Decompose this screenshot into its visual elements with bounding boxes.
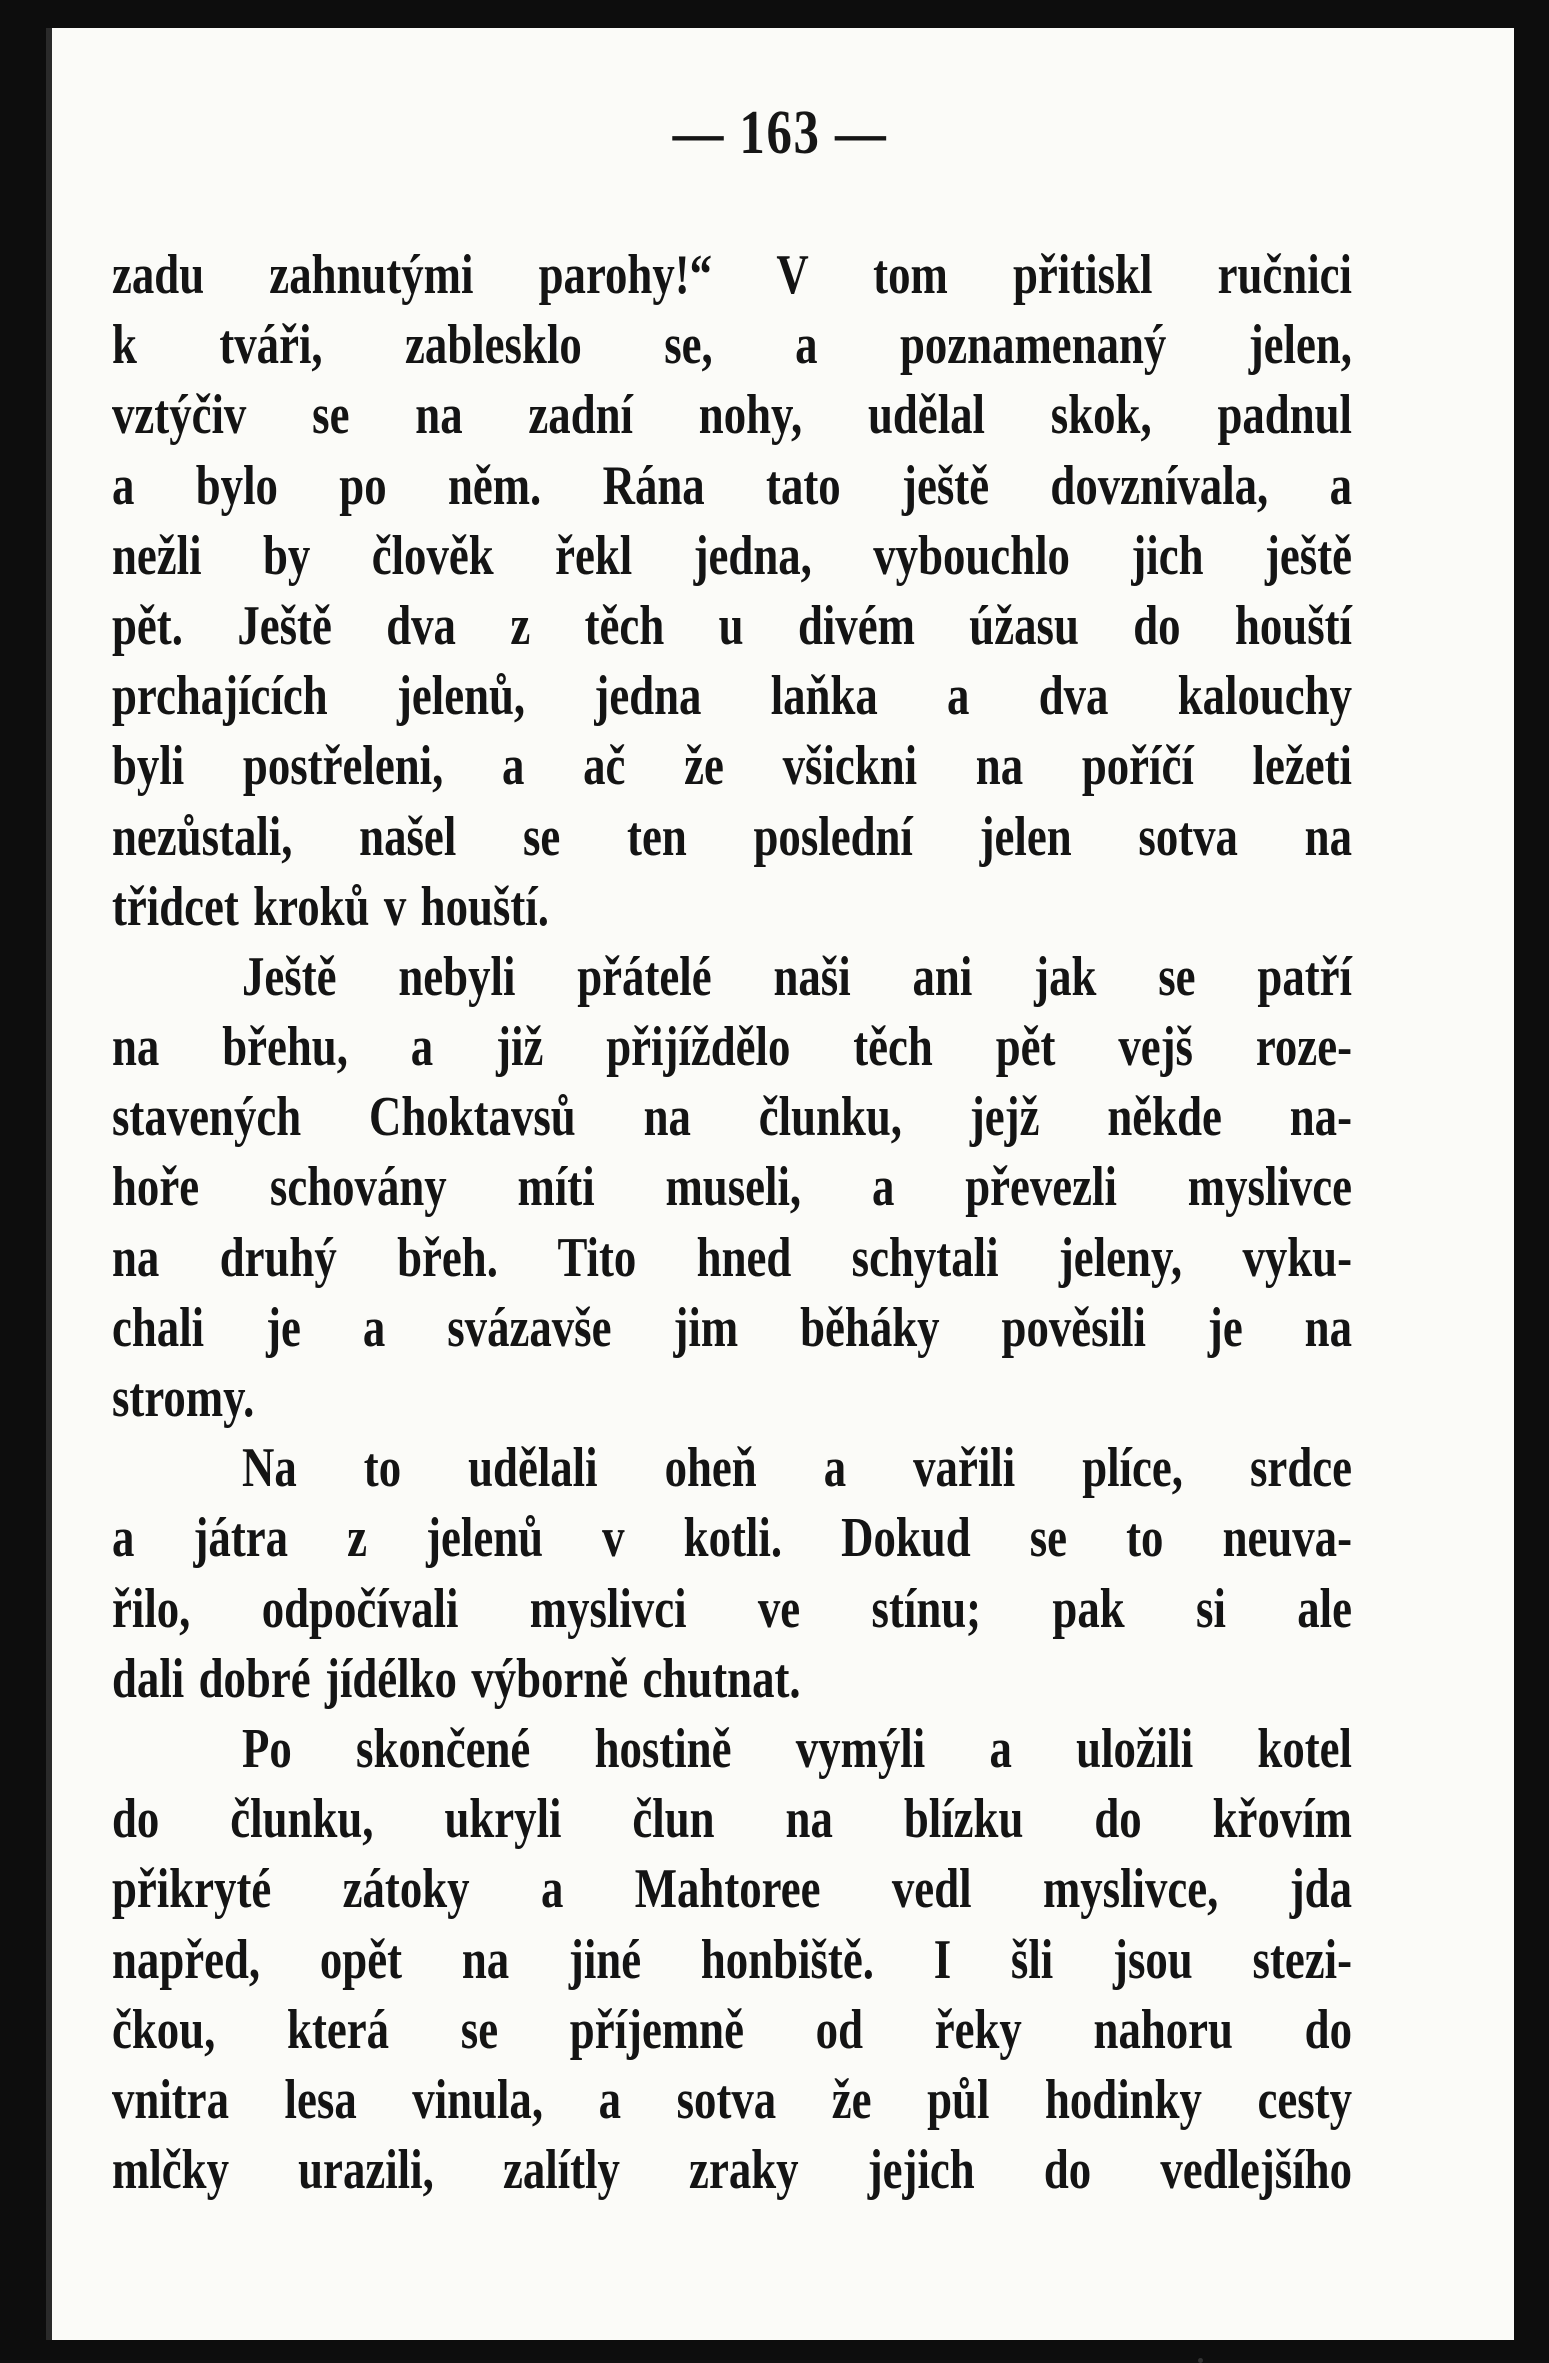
text-line: k tváři, zablesklo se, a poznamenaný jelen,	[112, 314, 1352, 377]
text-line: řilo, odpočívali myslivci ve stínu; pak si ale	[112, 1577, 1352, 1640]
text-line: a játra z jelenů v kotli. Dokud se to neuva-	[112, 1507, 1352, 1570]
text-line: vztýčiv se na zadní nohy, udělal skok, padnul	[112, 384, 1352, 447]
text-line: hoře schovány míti museli, a převezli myslivce	[112, 1156, 1352, 1219]
text-line: Na to udělali oheň a vařili plíce, srdce	[242, 1437, 1352, 1500]
text-line: zadu zahnutými parohy!“ V tom přitiskl ručnici	[112, 244, 1352, 306]
text-line: Ještě nebyli přátelé naši ani jak se patří	[242, 945, 1352, 1008]
text-line: na břehu, a již přijíždělo těch pět vejš roze-	[112, 1016, 1352, 1079]
text-line: nežli by člověk řekl jedna, vybouchlo jich ještě	[112, 524, 1352, 587]
page-number: — 163 —	[672, 99, 888, 167]
text-line: Po skončené hostině vymýli a uložili kotel	[242, 1717, 1352, 1780]
body-text	[112, 240, 1352, 2205]
book-page	[46, 28, 1514, 2340]
text-line: stromy.	[112, 1367, 255, 1429]
text-line: nezůstali, našel se ten poslední jelen sotva na	[112, 805, 1352, 868]
text-line: mlčky urazili, zalítly zraky jejich do vedlejšího	[112, 2139, 1352, 2202]
text-line: vnitra lesa vinula, a sotva že půl hodinky cesty	[112, 2068, 1352, 2131]
text-line: třidcet kroků v houští.	[112, 875, 549, 938]
text-line: dali dobré jídélko výborně chutnat.	[112, 1647, 801, 1710]
text-line: napřed, opět na jiné honbiště. I šli jsou stezi-	[112, 1928, 1352, 1991]
text-line: do člunku, ukryli člun na blízku do křovím	[112, 1788, 1352, 1851]
scan-speck	[1198, 2358, 1203, 2363]
text-line: stavených Choktavsů na člunku, jejž někde na-	[112, 1086, 1352, 1149]
text-line: prchajících jelenů, jedna laňka a dva kalouchy	[112, 665, 1352, 728]
text-line: na druhý břeh. Tito hned schytali jeleny, vyku-	[112, 1226, 1352, 1289]
text-line: pět. Ještě dva z těch u divém úžasu do houští	[112, 594, 1352, 657]
page-left-edge	[46, 28, 52, 2340]
text-line: čkou, která se příjemně od řeky nahoru do	[112, 1998, 1352, 2061]
text-line: byli postřeleni, a ač že všickni na poříčí ležeti	[112, 735, 1352, 798]
text-line: a bylo po něm. Rána tato ještě dovznívala, a	[112, 454, 1352, 517]
text-line: chali je a svázavše jim běháky pověsili je na	[112, 1296, 1352, 1359]
text-line: přikryté zátoky a Mahtoree vedl myslivce, jda	[112, 1858, 1352, 1921]
